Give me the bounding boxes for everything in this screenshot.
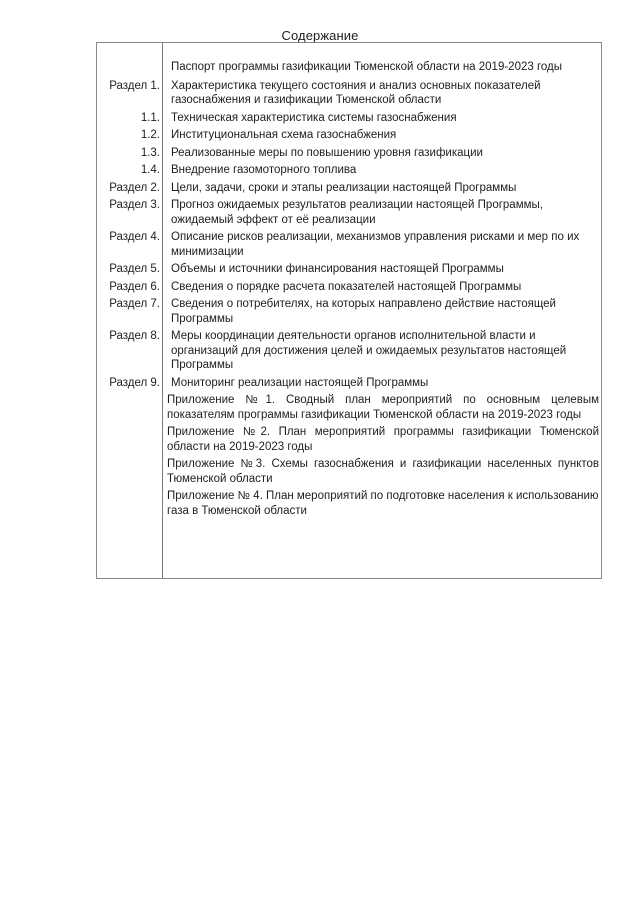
toc-row-section-6 — [97, 280, 601, 295]
toc-row-appendix-4 — [97, 489, 601, 518]
toc-text: Паспорт программы газификации Тюменской области на 2019-2023 годы — [171, 61, 563, 73]
toc-text: Сведения о порядке расчета показателей настоящей Программы — [171, 280, 522, 293]
toc-row-1-3 — [97, 146, 601, 161]
toc-number: 1.3. — [140, 146, 160, 159]
toc-row-1-2 — [97, 128, 601, 143]
toc-text: Сведения о потребителях, на которых направлено действие настоящей Программы — [171, 298, 556, 325]
toc-row-appendix-2 — [97, 425, 601, 454]
toc-text: Прогноз ожидаемых результатов реализации настоящей Программы, ожидаемый эффект от её реализации — [171, 199, 543, 226]
toc-row-1-4 — [97, 163, 601, 178]
toc-number: 1.1. — [140, 111, 160, 124]
toc-row-appendix-3 — [97, 457, 601, 486]
toc-number: Раздел 7. — [109, 298, 160, 310]
toc-text: Приложение №2. План мероприятий программы газификации Тюменской области на 2019-2023 годы — [167, 426, 599, 453]
toc-number: Раздел 4. — [109, 231, 160, 243]
toc-text: Мониторинг реализации настоящей Программы — [171, 376, 429, 389]
toc-row-section-7 — [97, 297, 601, 326]
toc-rows — [97, 60, 601, 518]
toc-row-section-9 — [97, 376, 601, 391]
toc-row-section-8 — [97, 329, 601, 373]
toc-number: 1.4. — [140, 164, 160, 176]
toc-text: Приложение №3. Схемы газоснабжения и газификации населенных пунктов Тюменской области — [167, 458, 599, 485]
toc-row-1-1 — [97, 111, 601, 126]
toc-number: Раздел 2. — [109, 181, 160, 194]
toc-text: Внедрение газомоторного топлива — [171, 164, 357, 176]
toc-text: Меры координации деятельности органов исполнительной власти и организаций для достижения целей и ожидаемых результатов настоящей Программы — [171, 330, 567, 371]
toc-number: Раздел 5. — [109, 263, 160, 275]
toc-row-section-5 — [97, 262, 601, 277]
toc-text: Характеристика текущего состояния и анализ основных показателей газоснабжения и газификации Тюменской области — [171, 79, 541, 106]
toc-text: Приложение №1. Сводный план мероприятий по основным целевым показателям программы газификации Тюменской области на 2019-2023 годы — [167, 394, 599, 421]
toc-number: Раздел 3. — [109, 199, 160, 211]
toc-text: Цели, задачи, сроки и этапы реализации настоящей Программы — [171, 181, 517, 194]
toc-text: Институциональная схема газоснабжения — [171, 129, 397, 141]
toc-number: Раздел 9. — [109, 376, 160, 389]
toc-number: 1.2. — [140, 129, 160, 141]
toc-text: Реализованные меры по повышению уровня газификации — [171, 146, 483, 159]
toc-row-passport — [97, 60, 601, 75]
toc-row-section-2 — [97, 181, 601, 196]
page-title: Содержание — [281, 28, 359, 43]
toc-text: Техническая характеристика системы газоснабжения — [171, 111, 457, 124]
toc-row-section-4 — [97, 230, 601, 259]
toc-row-appendix-1 — [97, 393, 601, 422]
toc-text: Объемы и источники финансирования настоящей Программы — [171, 263, 504, 275]
toc-row-section-1 — [97, 79, 601, 108]
table-of-contents — [96, 42, 602, 579]
toc-text: Описание рисков реализации, механизмов управления рисками и мер по их минимизации — [171, 231, 580, 258]
toc-number: Раздел 6. — [109, 280, 160, 293]
toc-number: Раздел 8. — [109, 330, 160, 342]
toc-row-section-3 — [97, 198, 601, 227]
toc-number: Раздел 1. — [109, 79, 160, 92]
toc-text: Приложение № 4. План мероприятий по подготовке населения к использованию газа в Тюменской области — [167, 490, 599, 517]
